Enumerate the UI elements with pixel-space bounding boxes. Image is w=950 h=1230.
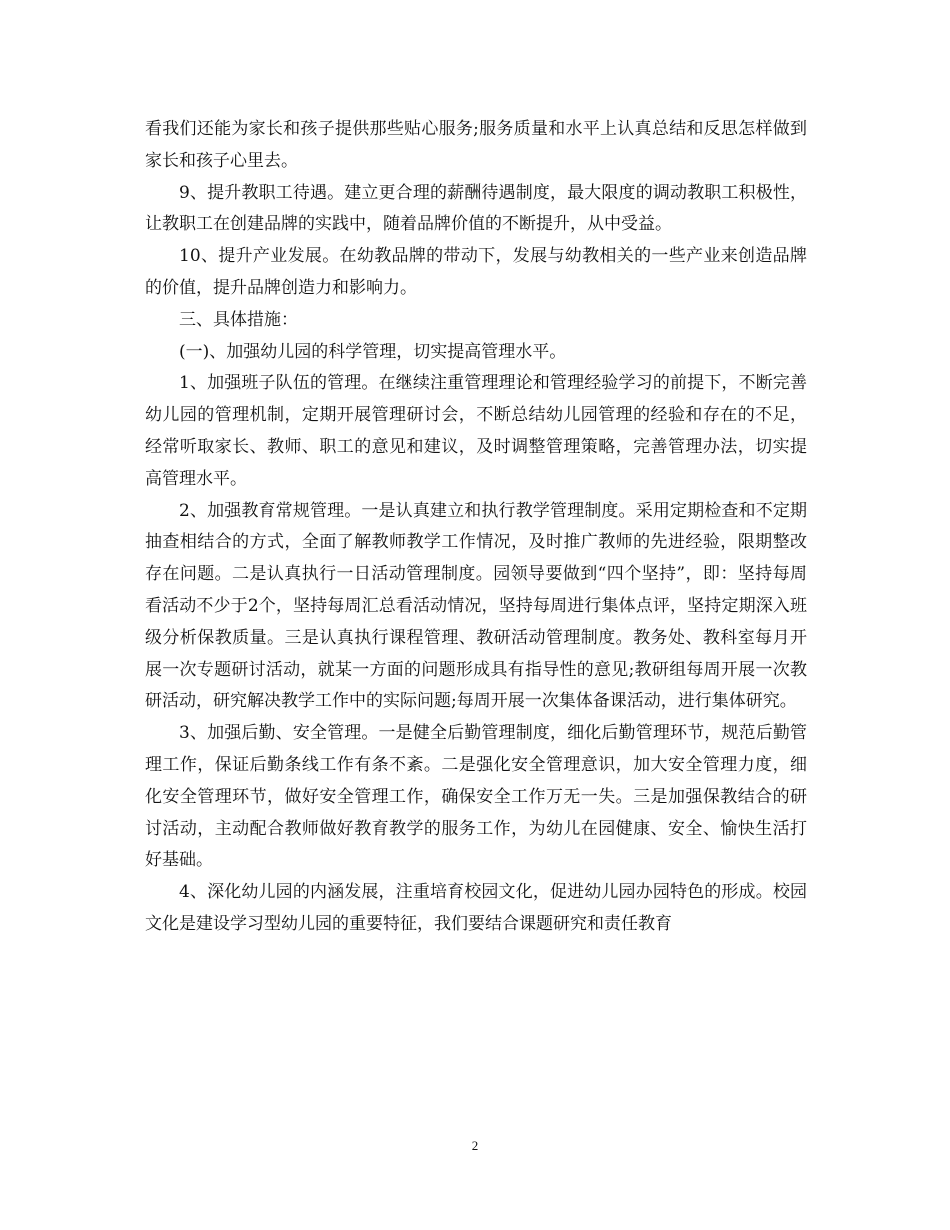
subsection-heading-management: (一)、加强幼儿园的科学管理，切实提高管理水平。	[179, 341, 567, 362]
page-number: 2	[471, 1138, 479, 1153]
paragraph-item-1: 1、加强班子队伍的管理。在继续注重管理理论和管理经验学习的前提下，不断完善幼儿园的管理机制，定期开展管理研讨会，不断总结幼儿园管理的经验和存在的不足，经常听取家长、教师、职工的意见和建议，及时调整管理策略，完善管理办法，切实提高管理水平。	[145, 373, 807, 489]
paragraph-item-10: 10、提升产业发展。在幼教品牌的带动下，发展与幼教相关的一些产业来创造品牌的价值，提升品牌创造力和影响力。	[145, 246, 807, 298]
paragraph-item-9: 9、提升教职工待遇。建立更合理的薪酬待遇制度，最大限度的调动教职工积极性，让教职工在创建品牌的实践中，随着品牌价值的不断提升，从中受益。	[145, 182, 807, 235]
paragraph-item-4: 4、深化幼儿园的内涵发展，注重培育校园文化，促进幼儿园办园特色的形成。校园文化是建设学习型幼儿园的重要特征，我们要结合课题研究和责任教育	[145, 882, 807, 934]
paragraph-continuation: 看我们还能为家长和孩子提供那些贴心服务;服务质量和水平上认真总结和反思怎样做到家长和孩子心里去。	[145, 119, 807, 171]
paragraph-item-3: 3、加强后勤、安全管理。一是健全后勤管理制度，细化后勤管理环节，规范后勤管理工作，保证后勤条线工作有条不紊。二是强化安全管理意识，加大安全管理力度，细化安全管理环节，做好安全管理工作，确保安全工作万无一失。三是加强保教结合的研讨活动，主动配合教师做好教育教学的服务工作，为幼儿在园健康、安全、愉快生活打好基础。	[145, 723, 807, 871]
paragraph-item-2: 2、加强教育常规管理。一是认真建立和执行教学管理制度。采用定期检查和不定期抽查相结合的方式，全面了解教师教学工作情况，及时推广教师的先进经验，限期整改存在问题。二是认真执行一日活动管理制度。园领导要做到“四个坚持”，即：坚持每周看活动不少于2个，坚持每周汇总看活动情况，坚持每周进行集体点评，坚持定期深入班级分析保教质量。三是认真执行课程管理、教研活动管理制度。教务处、教科室每月开展一次专题研讨活动，就某一方面的问题形成具有指导性的意见;教研组每周开展一次教研活动，研究解决教学工作中的实际问题;每周开展一次集体备课活动，进行集体研究。	[145, 500, 807, 712]
document-body	[145, 114, 807, 941]
section-heading-measures: 三、具体措施：	[179, 309, 298, 330]
